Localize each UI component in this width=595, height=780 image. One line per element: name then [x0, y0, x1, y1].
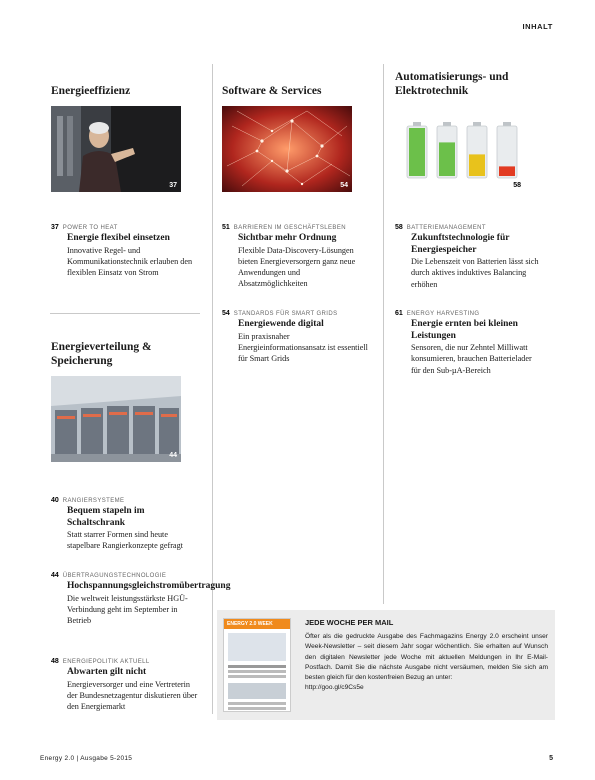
column-automatisierung	[395, 70, 545, 98]
newsletter-box	[217, 610, 555, 720]
article-text: Energieversorger und eine Vertreterin der Bundesnetzagentur diskutieren über den Energiemarkt	[67, 679, 198, 712]
article-title: Abwarten gilt nicht	[67, 667, 147, 677]
section-title: Software & Services	[222, 85, 322, 97]
article-text: Statt starrer Formen sind heute stapelbare Rangierkonzepte gefragt	[67, 530, 183, 551]
photo-page-number: 54	[340, 182, 348, 189]
section-energieverteilung	[51, 340, 201, 368]
article-category: ÜBERTRAGUNGSTECHNOLOGIE	[62, 573, 167, 579]
photo-power-to-heat	[51, 106, 181, 192]
article[interactable]	[222, 224, 370, 290]
article[interactable]	[51, 497, 199, 552]
photo-page-number: 58	[513, 182, 521, 189]
article-text: Sensoren, die nur Zehntel Milliwatt konsumieren, brauchen Batterielader für den Sub-µA-Bereich	[411, 343, 532, 375]
section-divider	[50, 313, 200, 314]
photo-batteries	[395, 106, 525, 192]
column-divider	[383, 64, 384, 604]
article-category: STANDARDS FÜR SMART GRIDS	[233, 311, 338, 317]
article-category: ENERGY HARVESTING	[406, 311, 480, 317]
article-category: BARRIEREN IM GESCHÄFTSLEBEN	[233, 225, 346, 231]
article-title: Energie ernten bei kleinen Leistungen	[411, 319, 518, 341]
photo-network	[222, 106, 352, 192]
article-page: 51	[222, 224, 230, 231]
newsletter-title: JEDE WOCHE PER MAIL	[305, 618, 394, 627]
battery-level	[439, 142, 455, 176]
article-text: Flexible Data-Discovery-Lösungen bieten Energieversorgern ganz neue Anwendungen und Absatzmöglichkeiten	[238, 245, 356, 289]
column-divider	[212, 64, 213, 714]
article-page: 37	[51, 224, 59, 231]
battery-level	[469, 154, 485, 176]
battery-cap	[473, 122, 481, 126]
article-title: Sichtbar mehr Ordnung	[238, 233, 337, 243]
battery-level	[499, 166, 515, 176]
article-page: 58	[395, 224, 403, 231]
section-title: Energieeffizienz	[51, 85, 131, 97]
article-text: Innovative Regel- und Kommunikationstechnik erlauben den flexiblen Einsatz von Strom	[67, 245, 193, 278]
article-title: Hochspannungsgleichstromübertragung	[67, 581, 231, 591]
article-category: POWER TO HEAT	[62, 225, 118, 231]
column-energieeffizienz	[51, 84, 201, 98]
photo-page-number: 37	[169, 182, 177, 189]
article[interactable]	[222, 310, 370, 364]
newsletter-thumbnail	[223, 618, 291, 712]
section-title: Energieverteilung & Speicherung	[51, 341, 152, 367]
battery-cap	[503, 122, 511, 126]
article[interactable]	[51, 572, 231, 626]
article-page: 40	[51, 497, 59, 504]
article-page: 44	[51, 572, 59, 579]
footer-page-number: 5	[549, 755, 553, 762]
article[interactable]	[395, 310, 543, 376]
article[interactable]	[51, 658, 199, 712]
article-category: ENERGIEPOLITIK AKTUELL	[62, 659, 150, 665]
article[interactable]	[395, 224, 543, 290]
article-text: Ein praxisnaher Energieinformationsansatz ist essentiell für Smart Grids	[238, 331, 368, 364]
photo-page-number: 44	[169, 452, 177, 459]
column-software-services	[222, 84, 372, 98]
article-title: Zukunftstechnologie für Energiespeicher	[411, 233, 510, 255]
photo-storage-hall	[51, 376, 181, 462]
article-text: Die weltweit leistungsstärkste HGÜ-Verbindung geht im September in Betrieb	[67, 593, 188, 626]
section-title: Automatisierungs- und Elektrotechnik	[395, 71, 509, 97]
article-title: Energie flexibel einsetzen	[67, 233, 170, 243]
section-label: INHALT	[522, 22, 553, 31]
battery-level	[409, 128, 425, 176]
article-page: 61	[395, 310, 403, 317]
footer-issue: Energy 2.0 | Ausgabe 5-2015	[40, 755, 133, 762]
article-page: 48	[51, 658, 59, 665]
battery-cap	[413, 122, 421, 126]
newsletter-text	[305, 632, 548, 694]
article-page: 54	[222, 310, 230, 317]
article-title: Energiewende digital	[238, 319, 324, 329]
article-category: RANGIERSYSTEME	[62, 498, 125, 504]
article-text: Die Lebenszeit von Batterien lässt sich durch aktives induktives Balancing erhöhen	[411, 257, 539, 289]
article-title: Bequem stapeln im Schaltschrank	[67, 506, 145, 528]
article[interactable]	[51, 224, 199, 278]
article-category: BATTERIEMANAGEMENT	[406, 225, 486, 231]
battery-cap	[443, 122, 451, 126]
newsletter-thumb-label: ENERGY 2.0 WEEK	[224, 619, 290, 629]
newsletter-link[interactable]: http://goo.gl/c9Cs5e	[305, 684, 364, 692]
newsletter-body: Öfter als die gedruckte Ausgabe des Fachmagazins Energy 2.0 erscheint unser Week-Newsletter – seit diesem Jahr sogar wöchentlich. Sie erhalten auf Wunsch den digitalen Newsletter jede Woche mit aktuellen Meldungen in Ihr E-Mail-Postfach. Damit Sie die nächste Ausgabe nicht versäumen, melden Sie sich am besten gleich für den kostenfreien Bezug an unter:	[305, 633, 548, 682]
